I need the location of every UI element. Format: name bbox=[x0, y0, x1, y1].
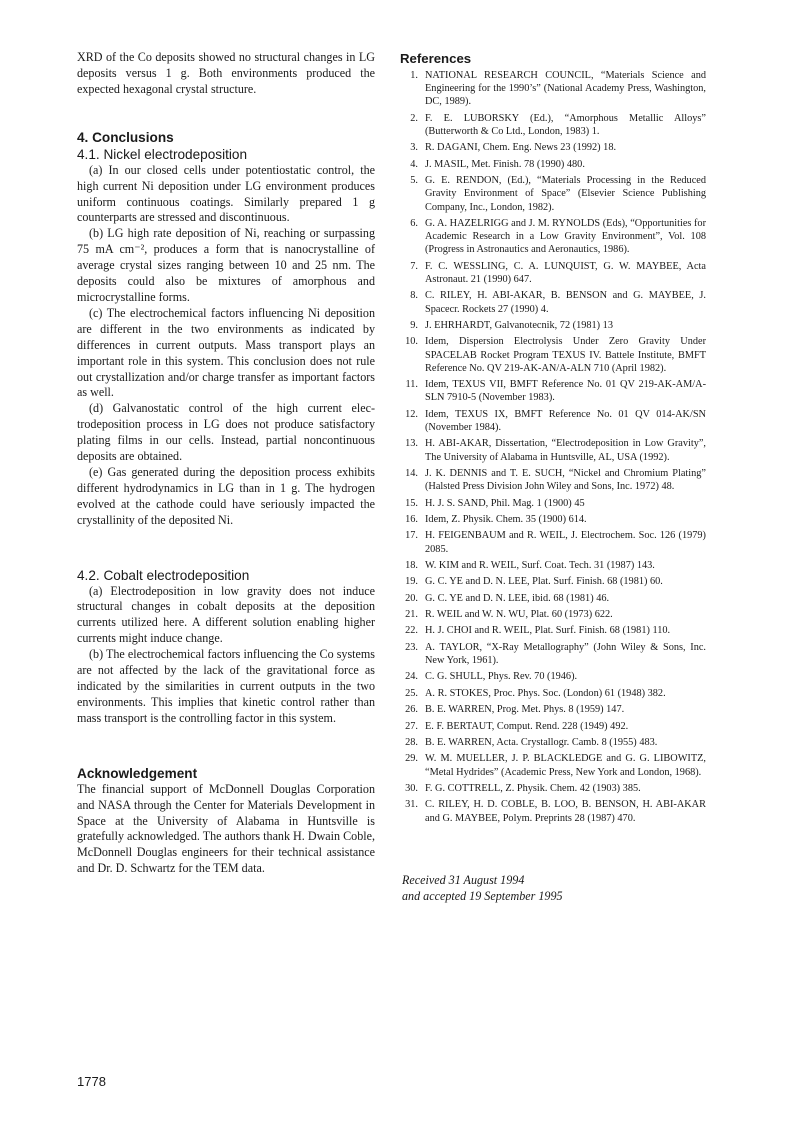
reference-item bbox=[400, 782, 706, 795]
reference-number: 17. bbox=[405, 530, 418, 542]
reference-number: 9. bbox=[410, 319, 418, 331]
references-heading: References bbox=[400, 51, 472, 66]
reference-number: 2. bbox=[410, 112, 418, 124]
reference-number: 4. bbox=[410, 158, 418, 170]
reference-text: Idem, TEXUS IX, BMFT Reference No. 01 QV 014-AK/SN (November 1984). bbox=[425, 408, 706, 433]
reference-text: J. MASIL, Met. Finish. 78 (1990) 480. bbox=[425, 158, 585, 170]
received-line: Received 31 August 1994 bbox=[402, 873, 525, 887]
cobalt-para-a: (a) Electrodeposition in low gravity does not induce structural changes in cobalt deposits at the deposition currents utilized here. A different solution enabling higher currents might induce change. bbox=[77, 583, 375, 646]
left-column bbox=[77, 50, 375, 877]
reference-number: 15. bbox=[405, 497, 418, 509]
reference-number: 3. bbox=[410, 142, 418, 154]
reference-number: 11. bbox=[405, 379, 418, 391]
reference-number: 25. bbox=[405, 687, 418, 699]
reference-text: H. J. S. SAND, Phil. Mag. 1 (1900) 45 bbox=[425, 497, 585, 509]
reference-item bbox=[400, 529, 706, 555]
reference-text: Idem, Dispersion Electrolysis Under Zero Gravity Under SPACELAB Rocket Program TEXUS IV. Battele Institute, BMFT Reference No. QV 219-AK-AN/A-ALN 710 (April 1982). bbox=[425, 336, 706, 374]
reference-text: H. J. CHOI and R. WEIL, Plat. Surf. Finish. 68 (1981) 110. bbox=[425, 625, 671, 637]
reference-item bbox=[400, 437, 706, 463]
references-list bbox=[400, 69, 706, 825]
reference-text: F. G. COTTRELL, Z. Physik. Chem. 42 (1903) 385. bbox=[425, 782, 641, 794]
nickel-heading: 4.1. Nickel electrodeposition bbox=[77, 146, 248, 162]
reference-item bbox=[400, 513, 706, 526]
reference-text: W. M. MUELLER, J. P. BLACKLEDGE and G. G. LIBOWITZ, “Metal Hydrides” (Academic Press, New York and London, 1968). bbox=[425, 753, 706, 778]
reference-item bbox=[400, 670, 706, 683]
received-dates bbox=[402, 872, 563, 904]
reference-text: R. DAGANI, Chem. Eng. News 23 (1992) 18. bbox=[425, 142, 617, 154]
reference-text: NATIONAL RESEARCH COUNCIL, “Materials Science and Engineering for the 1990’s” (National Academy Press, Washington, DC, 1989). bbox=[425, 70, 706, 108]
reference-number: 21. bbox=[405, 609, 418, 621]
reference-item bbox=[400, 687, 706, 700]
nickel-para-a: (a) In our closed cells under potentiostatic control, the high current Ni deposition under LG environment produces uniform continuous coatings. Similarly prepared 1 g counterparts are stressed and discontinuous. bbox=[77, 162, 375, 225]
reference-number: 6. bbox=[410, 217, 418, 229]
reference-item bbox=[400, 592, 706, 605]
reference-number: 23. bbox=[405, 641, 418, 653]
reference-number: 7. bbox=[410, 260, 418, 272]
reference-number: 30. bbox=[405, 782, 418, 794]
reference-number: 29. bbox=[405, 753, 418, 765]
reference-number: 27. bbox=[405, 720, 418, 732]
reference-text: G. E. RENDON, (Ed.), “Materials Processing in the Reduced Gravity Environment of Space” (Elsevier Science Publishing Company, Inc., London, 1982). bbox=[425, 175, 706, 213]
reference-item bbox=[400, 736, 706, 749]
reference-item bbox=[400, 575, 706, 588]
acknowledgement-paragraph: The financial support of McDonnell Douglas Corporation and NASA through the Center for Materials Development in Space at the University of Alabama in Huntsville is gratefully acknowledged. The authors thank H. Dwain Coble, McDonnell Douglas engineers for their technical assistance and Dr. D. Schwartz for the TEM data. bbox=[77, 781, 376, 876]
reference-text: J. EHRHARDT, Galvanotecnik, 72 (1981) 13 bbox=[425, 319, 613, 331]
reference-item bbox=[400, 641, 706, 667]
references-column bbox=[400, 50, 706, 828]
reference-item bbox=[400, 141, 706, 154]
intro-paragraph: XRD of the Co deposits showed no structural changes in LG deposits versus 1 g. Both environments produced the expected hexagonal crystal structure. bbox=[77, 50, 375, 96]
reference-item bbox=[400, 497, 706, 510]
reference-item bbox=[400, 408, 706, 434]
reference-text: F. C. WESSLING, C. A. LUNQUIST, G. W. MAYBEE, Acta Astronaut. 21 (1990) 647. bbox=[425, 260, 706, 285]
reference-number: 12. bbox=[405, 408, 418, 420]
cobalt-heading: 4.2. Cobalt electrodeposition bbox=[77, 567, 250, 583]
reference-number: 16. bbox=[405, 513, 418, 525]
reference-text: C. G. SHULL, Phys. Rev. 70 (1946). bbox=[425, 671, 578, 683]
reference-item bbox=[400, 703, 706, 716]
reference-text: F. E. LUBORSKY (Ed.), “Amorphous Metallic Alloys” (Butterworth & Co Ltd., London, 1983) 1. bbox=[425, 112, 706, 137]
reference-item bbox=[400, 217, 706, 257]
reference-item bbox=[400, 559, 706, 572]
reference-item bbox=[400, 378, 706, 404]
reference-item bbox=[400, 335, 706, 375]
reference-text: C. RILEY, H. D. COBLE, B. LOO, B. BENSON, H. ABI-AKAR and G. MAYBEE, Polym. Preprints 28 (1987) 470. bbox=[425, 799, 706, 824]
reference-number: 14. bbox=[405, 467, 418, 479]
reference-item bbox=[400, 319, 706, 332]
reference-text: B. E. WARREN, Acta. Crystallogr. Camb. 8 (1955) 483. bbox=[425, 737, 658, 748]
reference-text: C. RILEY, H. ABI-AKAR, B. BENSON and G. MAYBEE, J. Spacecr. Rockets 27 (1990) 4. bbox=[425, 290, 706, 315]
reference-number: 19. bbox=[405, 576, 418, 588]
reference-item bbox=[400, 289, 706, 315]
reference-item bbox=[400, 608, 706, 621]
reference-item bbox=[400, 752, 706, 778]
reference-text: B. E. WARREN, Prog. Met. Phys. 8 (1959) 147. bbox=[425, 704, 625, 716]
nickel-para-d: (d) Galvanostatic control of the high current electrodeposition process in LG does not produce satisfactory plating films in our cells. Instead, partial noncontinuous deposits are obtained. bbox=[77, 401, 375, 464]
reference-text: G. A. HAZELRIGG and J. M. RYNOLDS (Eds), “Opportunities for Academic Research in a Low Gravity Environment”, Vol. 108 (Progress in Astronautics and Aeronautics, 1986). bbox=[425, 217, 706, 256]
reference-text: G. C. YE and D. N. LEE, ibid. 68 (1981) 46. bbox=[425, 592, 610, 604]
reference-item bbox=[400, 467, 706, 493]
page-number: 1778 bbox=[77, 1074, 106, 1089]
acknowledgement-heading: Acknowledgement bbox=[77, 765, 198, 781]
reference-item bbox=[400, 158, 706, 171]
reference-item bbox=[400, 112, 706, 138]
reference-number: 20. bbox=[405, 592, 418, 604]
reference-text: W. KIM and R. WEIL, Surf. Coat. Tech. 31 (1987) 143. bbox=[425, 559, 655, 571]
reference-text: G. C. YE and D. N. LEE, Plat. Surf. Finish. 68 (1981) 60. bbox=[425, 576, 663, 588]
reference-text: E. F. BERTAUT, Comput. Rend. 228 (1949) 492. bbox=[425, 720, 629, 732]
reference-number: 22. bbox=[405, 625, 418, 637]
reference-number: 26. bbox=[405, 704, 418, 716]
reference-text: A. TAYLOR, “X-Ray Metallography” (John Wiley & Sons, Inc. New York, 1961). bbox=[425, 641, 706, 667]
reference-text: Idem, TEXUS VII, BMFT Reference No. 01 QV 219-AK-AM/A-SLN 7910-5 (November 1983). bbox=[425, 379, 706, 404]
reference-number: 8. bbox=[410, 290, 418, 302]
reference-number: 10. bbox=[405, 336, 418, 348]
conclusions-heading: 4. Conclusions bbox=[77, 129, 174, 145]
reference-text: Idem, Z. Physik. Chem. 35 (1900) 614. bbox=[425, 513, 587, 525]
reference-text: H. FEIGENBAUM and R. WEIL, J. Electrochem. Soc. 126 (1979) 2085. bbox=[425, 530, 706, 555]
reference-number: 24. bbox=[405, 671, 418, 683]
reference-item bbox=[400, 174, 706, 214]
cobalt-para-b: (b) The electrochemical factors influencing the Co systems are not affected by the lack of the gravitational force as indicated by the similarities in current outputs in the two environments. This implies that kinetic control rather than mass transport is the controlling factor in this system. bbox=[77, 647, 375, 725]
reference-number: 1. bbox=[410, 70, 418, 81]
reference-number: 5. bbox=[410, 175, 418, 187]
accepted-line: and accepted 19 September 1995 bbox=[402, 889, 563, 903]
reference-number: 31. bbox=[405, 799, 418, 811]
reference-text: R. WEIL and W. N. WU, Plat. 60 (1973) 622. bbox=[425, 609, 613, 621]
reference-item bbox=[400, 624, 706, 637]
nickel-para-b: (b) LG high rate deposition of Ni, reaching or surpassing 75 mA cm⁻², produces a form that is nanocrystalline of average crystal sizes ranging between 10 and 25 nm. The deposits could also be mixtures of amorphous and microcrystalline forms. bbox=[77, 226, 375, 304]
nickel-para-e: (e) Gas generated during the deposition process exhibits different hydrodynamics in LG than in 1 g. The hydrogen evolved at the cathode could have seriously impacted the crystallinity of the deposited Ni. bbox=[77, 464, 375, 527]
reference-number: 28. bbox=[405, 737, 418, 748]
reference-text: H. ABI-AKAR, Dissertation, “Electrodeposition in Low Gravity”, The University of Alabama in Huntsville, AL, USA (1992). bbox=[425, 438, 706, 463]
reference-text: A. R. STOKES, Proc. Phys. Soc. (London) 61 (1948) 382. bbox=[425, 687, 666, 699]
reference-item bbox=[400, 260, 706, 286]
reference-item bbox=[400, 798, 706, 824]
reference-number: 13. bbox=[405, 438, 418, 450]
reference-number: 18. bbox=[405, 559, 418, 571]
reference-text: J. K. DENNIS and T. E. SUCH, “Nickel and Chromium Plating” (Halsted Press Division John Wiley and Sons, Inc. 1972) 48. bbox=[425, 467, 706, 493]
reference-item bbox=[400, 69, 706, 109]
nickel-para-c: (c) The electrochemical factors influencing Ni deposition are different in the two environments as indicated by differences in current outputs. Mass transport plays an important role in this system. This conclusion does not rule out crystallization and/or charge transfer as important factors as well. bbox=[77, 305, 375, 400]
reference-item bbox=[400, 720, 706, 733]
